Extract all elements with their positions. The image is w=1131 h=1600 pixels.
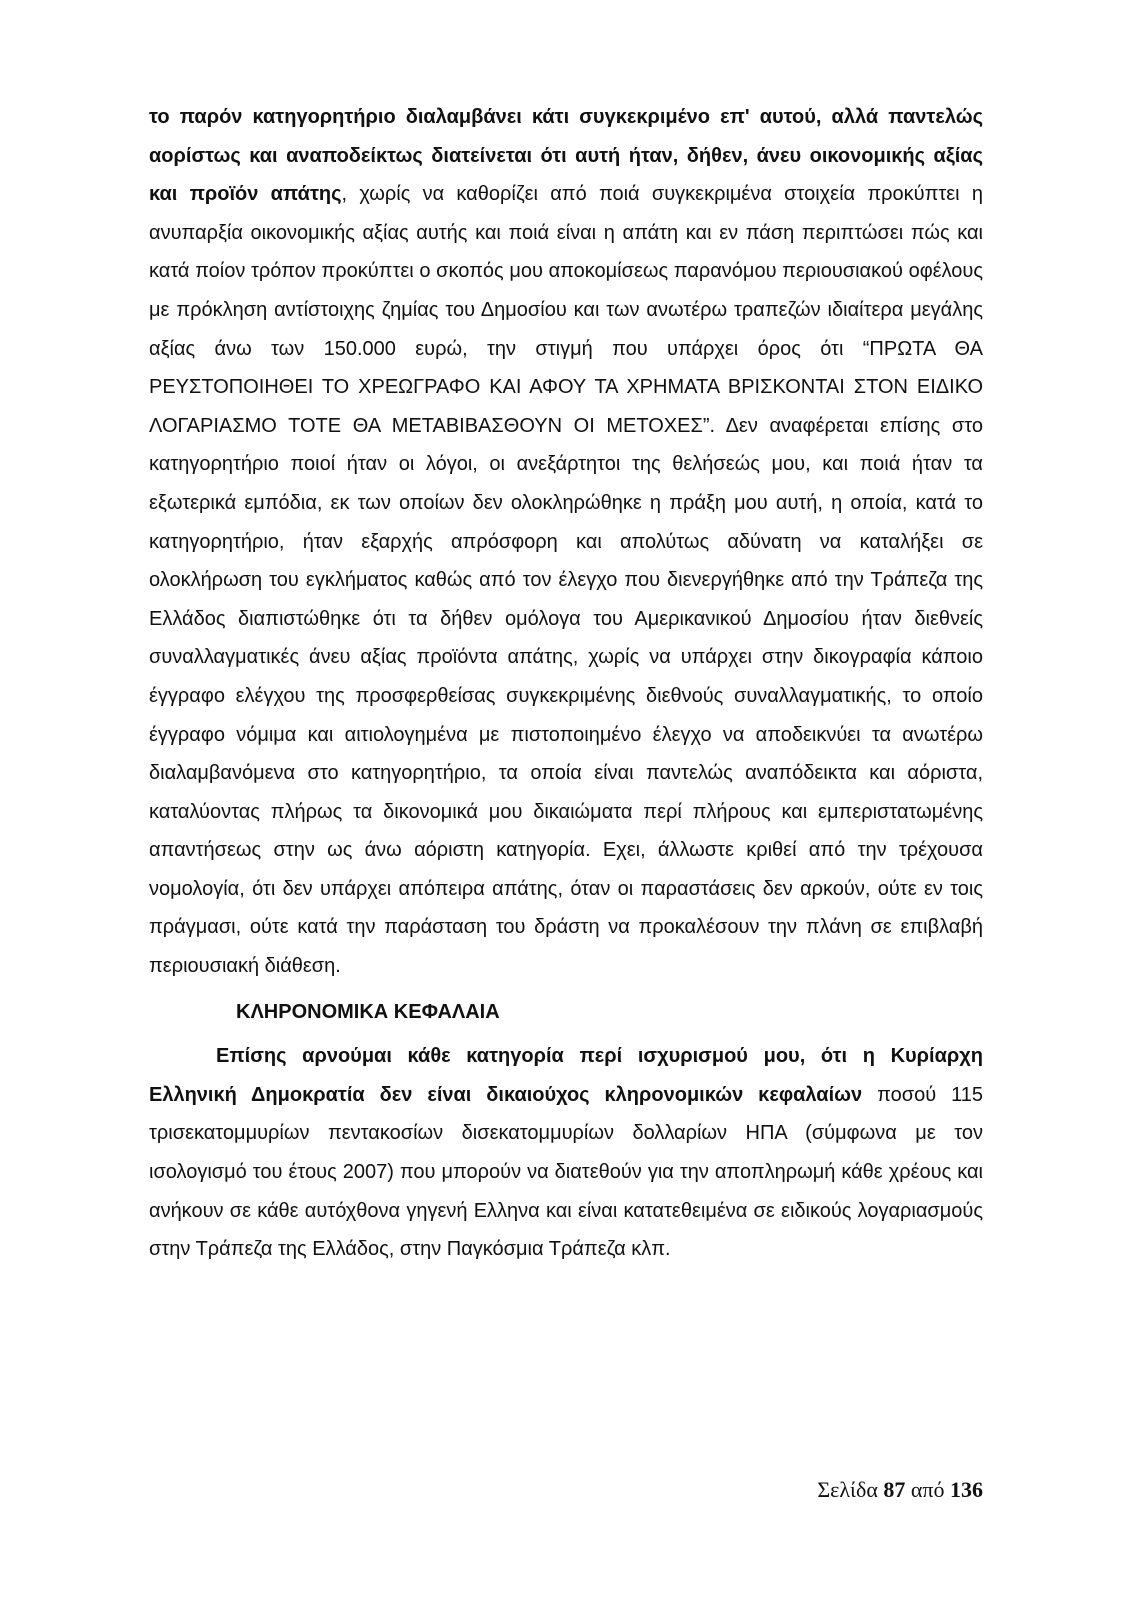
total-pages: 136	[950, 1477, 983, 1502]
bold-lead-text: το παρόν κατηγορητήριο διαλαμβάνει κάτι συγκεκριμένο επ' αυτού, αλλά παντελώς αορίστως και αναποδείκτως διατείνεται ότι αυτή ήταν, δήθεν, άνευ οικονομικής αξίας και προϊόν απάτης	[149, 106, 983, 206]
page-number: 87	[883, 1477, 906, 1502]
section-heading: ΚΛΗΡΟΝΟΜΙΚΑ ΚΕΦΑΛΑΙΑ	[236, 1000, 500, 1023]
page-label: Σελίδα	[817, 1477, 878, 1502]
page-footer	[817, 1477, 983, 1503]
document-page	[149, 98, 983, 1269]
paragraph-text: ποσού 115 τρισεκατομμυρίων πεντακοσίων δισεκατομμυρίων δολλαρίων ΗΠΑ (σύμφωνα με τον ισολογισμό του έτους 2007) που μπορούν να διατεθούν για την αποπληρωμή κάθε χρέους και ανήκουν σε κάθε αυτόχθονα γηγενή Ελληνα και είναι κατατεθειμένα σε ειδικούς λογαριασμούς στην Τράπεζα της Ελλάδος, στην Παγκόσμια Τράπεζα κλπ.	[149, 1083, 983, 1261]
of-label: από	[910, 1477, 945, 1502]
body-paragraph	[149, 1037, 983, 1269]
paragraph-text: , χωρίς να καθορίζει από ποιά συγκεκριμένα στοιχεία προκύπτει η ανυπαρξία οικονομικής αξίας αυτής και ποιά είναι η απάτη και εν πάση περιπτώσει πώς και κατά ποίον τρόπον προκύπτει ο σκοπός μου αποκομίσεως παρανόμου περιουσιακού οφέλους με πρόκληση αντίστοιχης ζημίας του Δημοσίου και των ανωτέρω τραπεζών ιδιαίτερα μεγάλης αξίας άνω των 150.000 ευρώ, την στιγμή που υπάρχει όρος ότι “ΠΡΩΤΑ ΘΑ ΡΕΥΣΤΟΠΟΙΗΘΕΙ ΤΟ ΧΡΕΩΓΡΑΦΟ ΚΑΙ ΑΦΟΥ ΤΑ ΧΡΗΜΑΤΑ ΒΡΙΣΚΟΝΤΑΙ ΣΤΟΝ ΕΙΔΙΚΟ ΛΟΓΑΡΙΑΣΜΟ ΤΟΤΕ ΘΑ ΜΕΤΑΒΙΒΑΣΘΟΥΝ ΟΙ ΜΕΤΟΧΕΣ”. Δεν αναφέρεται επίσης στο κατηγορητήριο ποιοί ήταν οι λόγοι, οι ανεξάρτητοι της θελήσεώς μου, και ποιά ήταν τα εξωτερικά εμπόδια, εκ των οποίων δεν ολοκληρώθηκε η πράξη μου αυτή, η οποία, κατά το κατηγορητήριο, ήταν εξαρχής απρόσφορη και απολύτως αδύνατη να καταλήξει σε ολοκλήρωση του εγκλήματος καθώς από τον έλεγχο που διενεργήθηκε από την Τράπεζα της Ελλάδος διαπιστώθηκε ότι τα δήθεν ομόλογα του Αμερικανικού Δημοσίου ήταν διεθνείς συναλλαγματικές άνευ αξίας προϊόντα απάτης, χωρίς να υπάρχει στην δικογραφία κάποιο έγγραφο ελέγχου της προσφερθείσας συγκεκριμένης διεθνούς συναλλαγματικής, το οποίο έγγραφο νόμιμα και αιτιολογημένα με πιστοποιημένο έλεγχο να αποδεικνύει τα ανωτέρω διαλαμβανόμενα στο κατηγορητήριο, τα οποία είναι παντελώς αναπόδεικτα και αόριστα, καταλύοντας πλήρως τα δικονομικά μου δικαιώματα περί πλήρους και εμπεριστατωμένης απαντήσεως στην ως άνω αόριστη κατηγορία. Εχει, άλλωστε κριθεί από την τρέχουσα νομολογία, ότι δεν υπάρχει απόπειρα απάτης, όταν οι παραστάσεις δεν αρκούν, ούτε εν τοις πράγμασι, ούτε κατά την παράσταση του δράστη να προκαλέσουν την πλάνη σε επιβλαβή περιουσιακή διάθεση.	[149, 183, 983, 978]
body-paragraph	[149, 98, 983, 986]
bold-lead-text: Επίσης αρνούμαι κάθε κατηγορία περί ισχυρισμού μου, ότι η Κυρίαρχη Ελληνική Δημοκρατία δεν είναι δικαιούχος κληρονομικών κεφαλαίων	[149, 1045, 983, 1106]
